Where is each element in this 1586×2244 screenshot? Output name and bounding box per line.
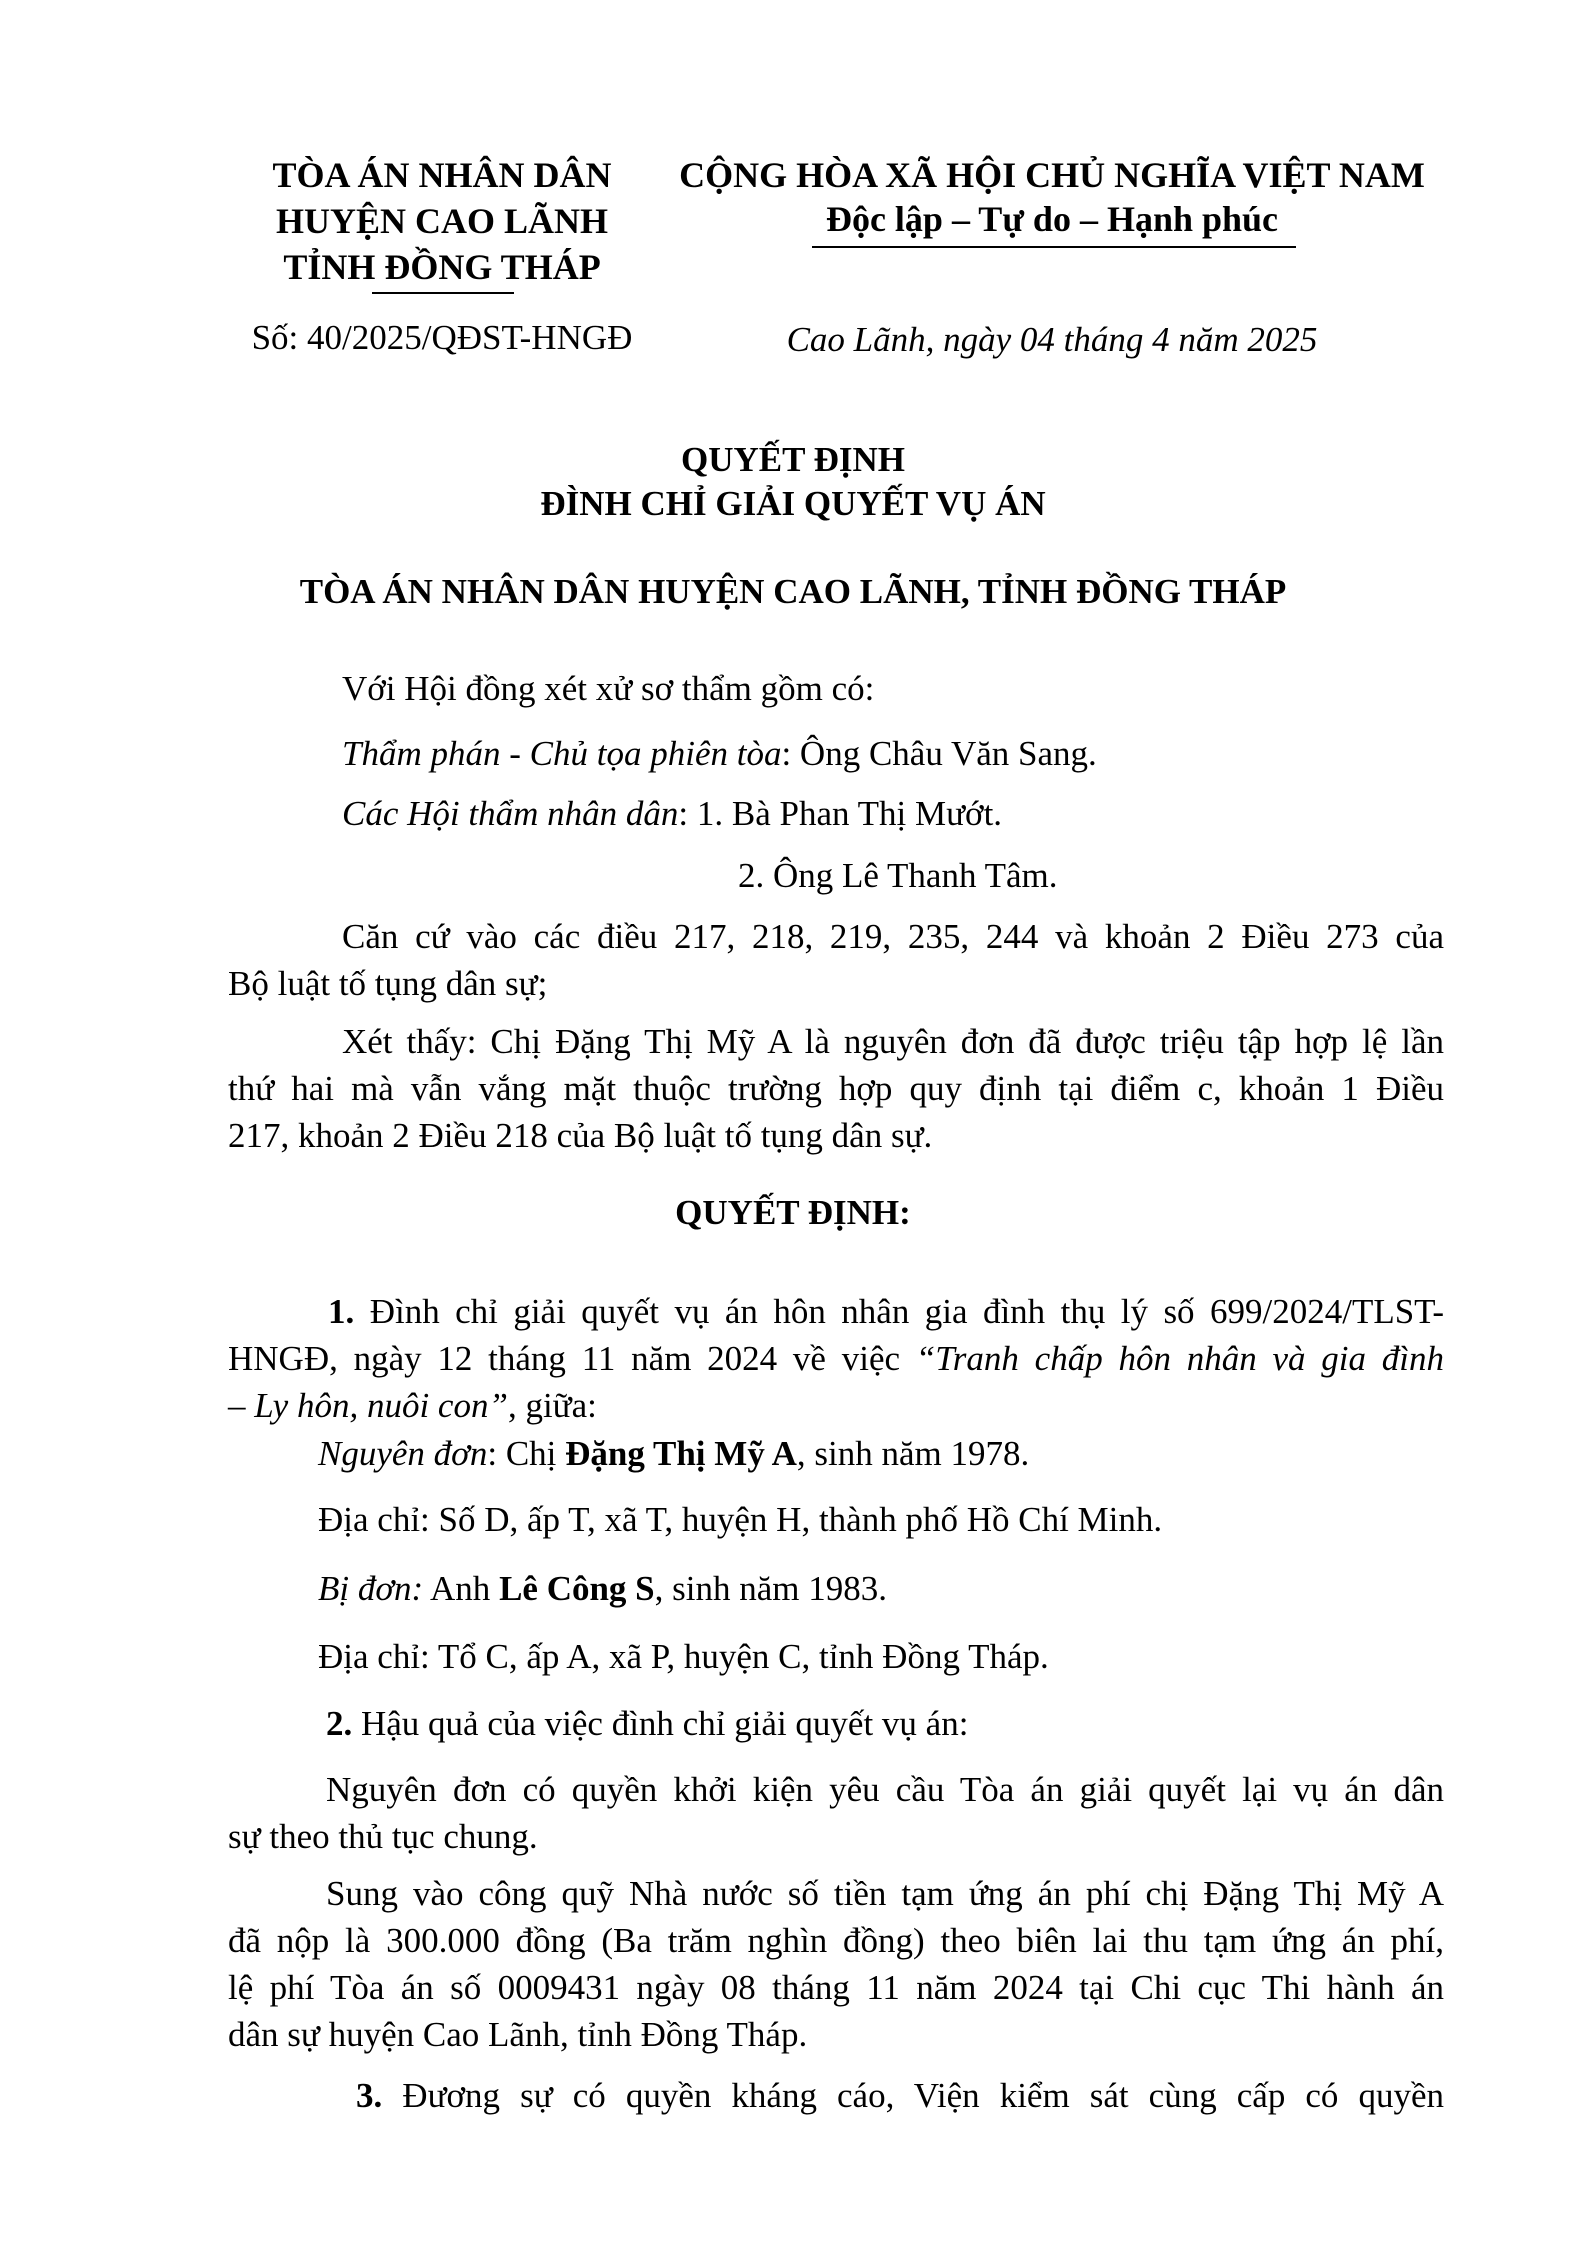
plaintiff-name: Đặng Thị Mỹ A (565, 1434, 797, 1473)
assessors-label: Các Hội thẩm nhân dân (342, 794, 679, 833)
court-line-1: TÒA ÁN NHÂN DÂN (272, 155, 612, 195)
court-name-block (222, 152, 662, 290)
nation-name: CỘNG HÒA XÃ HỘI CHỦ NGHĨA VIỆT NAM (679, 155, 1425, 195)
item-2-paragraph-1 (228, 1766, 1444, 1860)
basis-line-2: Bộ luật tố tụng dân sự; (228, 964, 548, 1003)
defendant-name: Lê Công S (499, 1569, 655, 1608)
decision-heading: QUYẾT ĐỊNH: (675, 1193, 911, 1232)
defendant-line (318, 1565, 887, 1612)
defendant-pre: Anh (423, 1569, 500, 1608)
item-2-p1-line-2: sự theo thủ tục chung. (228, 1817, 538, 1856)
legal-basis (228, 913, 1444, 1007)
basis-line-1: Căn cứ vào các điều 217, 218, 219, 235, 244 và khoản 2 Điều 273 của (342, 917, 1444, 956)
item-2-heading (326, 1700, 968, 1747)
place-date: Cao Lãnh, ngày 04 tháng 4 năm 2025 (786, 320, 1318, 359)
item-2-p2-line-1: Sung vào công quỹ Nhà nước số tiền tạm ứng án phí chị Đặng Thị Mỹ A (326, 1874, 1444, 1913)
court-underline (372, 292, 514, 294)
item-1-line-3 (228, 1382, 1444, 1429)
assessor-1: : 1. Bà Phan Thị Mướt. (678, 794, 1003, 833)
item-2-p1-line-1: Nguyên đơn có quyền khởi kiện yêu cầu Tòa án giải quyết lại vụ án dân (326, 1770, 1444, 1809)
considering-line-1: Xét thấy: Chị Đặng Thị Mỹ A là nguyên đơn đã được triệu tập hợp lệ lần (342, 1022, 1444, 1061)
panel-judge (342, 730, 1097, 777)
item-3 (228, 2072, 1444, 2119)
item-3-number: 3. (356, 2076, 383, 2115)
item-1-line-1 (228, 1288, 1444, 1335)
judge-label: Thẩm phán - Chủ tọa phiên tòa (342, 734, 782, 773)
considering-line-2: thứ hai mà vẫn vắng mặt thuộc trường hợp quy định tại điểm c, khoản 1 Điều (228, 1069, 1444, 1108)
item-1-text-3b: , giữa: (507, 1386, 597, 1425)
item-1-number: 1. (328, 1292, 355, 1331)
item-1-text-2a: HNGĐ, ngày 12 tháng 11 năm 2024 về việc (228, 1339, 916, 1378)
item-2-p2-line-2: đã nộp là 300.000 đồng (Ba trăm nghìn đồng) theo biên lai thu tạm ứng án phí, (228, 1921, 1444, 1960)
plaintiff-line (318, 1430, 1029, 1477)
item-1-text-1: Đình chỉ giải quyết vụ án hôn nhân gia đình thụ lý số 699/2024/TLST- (354, 1292, 1444, 1331)
item-1 (228, 1288, 1444, 1429)
plaintiff-pre: : Chị (487, 1434, 566, 1473)
decision-title: QUYẾT ĐỊNH (681, 440, 905, 479)
item-2-p2-line-4: dân sự huyện Cao Lãnh, tỉnh Đồng Tháp. (228, 2015, 808, 2054)
court-line-3: TỈNH ĐỒNG THÁP (283, 247, 601, 287)
decision-subtitle: ĐÌNH CHỈ GIẢI QUYẾT VỤ ÁN (540, 484, 1046, 523)
item-3-line-1 (228, 2072, 1444, 2119)
plaintiff-address: Địa chỉ: Số D, ấp T, xã T, huyện H, thành phố Hồ Chí Minh. (318, 1500, 1163, 1539)
considering-paragraph (228, 1018, 1444, 1159)
defendant-post: , sinh năm 1983. (654, 1569, 888, 1608)
document-number: Số: 40/2025/QĐST-HNGĐ (251, 318, 633, 357)
item-2-heading-text: Hậu quả của việc đình chỉ giải quyết vụ án: (352, 1704, 969, 1743)
case-subject-a: “Tranh chấp hôn nhân và gia đình (915, 1339, 1445, 1378)
considering-line-3: 217, khoản 2 Điều 218 của Bộ luật tố tụng dân sự. (228, 1116, 933, 1155)
national-motto: Độc lập – Tự do – Hạnh phúc (825, 199, 1279, 239)
assessor-2: 2. Ông Lê Thanh Tâm. (738, 856, 1058, 895)
item-1-line-2 (228, 1335, 1444, 1382)
defendant-label: Bị đơn: (318, 1569, 424, 1608)
panel-assessors (342, 790, 1002, 837)
item-2-number: 2. (326, 1704, 353, 1743)
court-full-name: TÒA ÁN NHÂN DÂN HUYỆN CAO LÃNH, TỈNH ĐỒNG THÁP (299, 572, 1287, 611)
panel-intro: Với Hội đồng xét xử sơ thẩm gồm có: (342, 669, 875, 708)
item-2-paragraph-2 (228, 1870, 1444, 2058)
case-subject-b: – Ly hôn, nuôi con” (228, 1386, 508, 1425)
judge-name: : Ông Châu Văn Sang. (781, 734, 1097, 773)
court-line-2: HUYỆN CAO LÃNH (275, 201, 608, 241)
item-2-p2-line-3: lệ phí Tòa án số 0009431 ngày 08 tháng 11 năm 2024 tại Chi cục Thi hành án (228, 1968, 1444, 2007)
motto-underline (812, 246, 1296, 248)
plaintiff-label: Nguyên đơn (318, 1434, 488, 1473)
item-3-text-1: Đương sự có quyền kháng cáo, Viện kiểm sát cùng cấp có quyền (382, 2076, 1444, 2115)
defendant-address: Địa chỉ: Tổ C, ấp A, xã P, huyện C, tỉnh Đồng Tháp. (318, 1637, 1049, 1676)
plaintiff-post: , sinh năm 1978. (796, 1434, 1030, 1473)
